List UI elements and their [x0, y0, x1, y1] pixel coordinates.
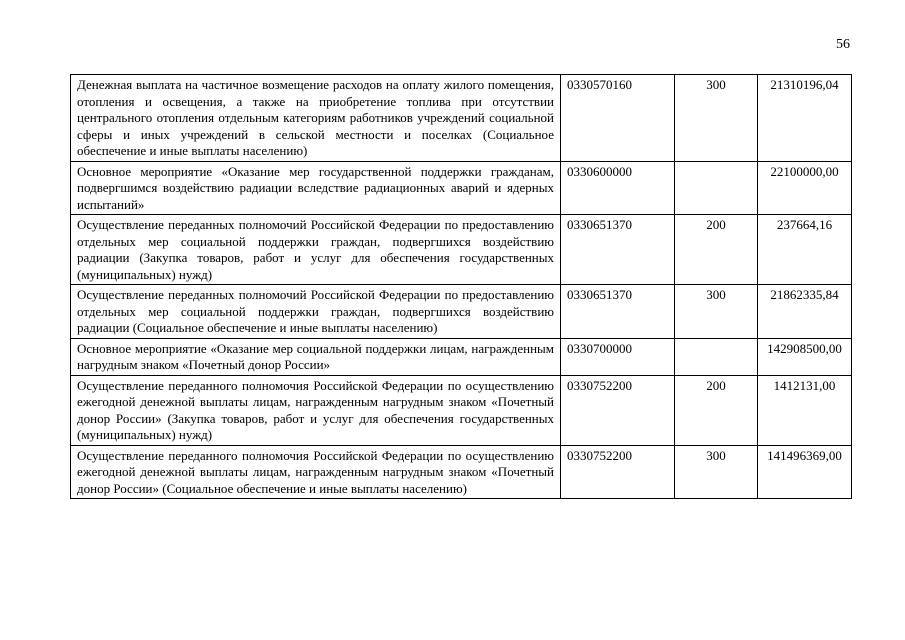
row-amount: 21862335,84 [758, 285, 852, 339]
row-amount: 141496369,00 [758, 445, 852, 499]
row-amount: 22100000,00 [758, 161, 852, 215]
table-row [71, 445, 852, 499]
row-amount: 1412131,00 [758, 375, 852, 445]
row-description: Осуществление переданного полномочия Российской Федерации по осуществлению ежегодной денежной выплаты лицам, награжденным нагрудным знаком «Почетный донор России» (Закупка товаров, работ и услуг для обеспечения государственных (муниципальных) нужд) [71, 375, 561, 445]
row-code: 0330570160 [561, 75, 675, 162]
row-code: 0330700000 [561, 338, 675, 375]
row-expense-type: 300 [675, 285, 758, 339]
row-expense-type: 300 [675, 445, 758, 499]
table-row [71, 161, 852, 215]
row-code: 0330600000 [561, 161, 675, 215]
row-description: Основное мероприятие «Оказание мер государственной поддержки гражданам, подвергшимся воздействию радиации вследствие радиационных аварий и ядерных испытаний» [71, 161, 561, 215]
row-expense-type: 200 [675, 215, 758, 285]
row-expense-type: 300 [675, 75, 758, 162]
row-code: 0330651370 [561, 285, 675, 339]
row-description: Осуществление переданного полномочия Российской Федерации по осуществлению ежегодной денежной выплаты лицам, награжденным нагрудным знаком «Почетный донор России» (Социальное обеспечение и иные выплаты населению) [71, 445, 561, 499]
row-code: 0330651370 [561, 215, 675, 285]
table-row [71, 338, 852, 375]
page-number: 56 [836, 37, 850, 52]
row-description: Основное мероприятие «Оказание мер социальной поддержки лицам, награжденным нагрудным знаком «Почетный донор России» [71, 338, 561, 375]
row-description: Денежная выплата на частичное возмещение расходов на оплату жилого помещения, отопления и освещения, а также на приобретение топлива при отсутствии центрального отопления отдельным категориям работников учреждений социальной сферы и иных учреждений в сельской местности и поселках (Социальное обеспечение и иные выплаты населению) [71, 75, 561, 162]
table-row [71, 375, 852, 445]
row-expense-type [675, 338, 758, 375]
row-description: Осуществление переданных полномочий Российской Федерации по предоставлению отдельных мер социальной поддержки граждан, подвергшихся воздействию радиации (Социальное обеспечение и иные выплаты населению) [71, 285, 561, 339]
row-amount: 21310196,04 [758, 75, 852, 162]
row-description: Осуществление переданных полномочий Российской Федерации по предоставлению отдельных мер социальной поддержки граждан, подвергшихся воздействию радиации (Закупка товаров, работ и услуг для обеспечения государственных (муниципальных) нужд) [71, 215, 561, 285]
table-row [71, 75, 852, 162]
row-expense-type: 200 [675, 375, 758, 445]
table-row [71, 215, 852, 285]
row-code: 0330752200 [561, 375, 675, 445]
table-row [71, 285, 852, 339]
row-expense-type [675, 161, 758, 215]
row-amount: 142908500,00 [758, 338, 852, 375]
row-code: 0330752200 [561, 445, 675, 499]
budget-table [70, 74, 852, 499]
row-amount: 237664,16 [758, 215, 852, 285]
